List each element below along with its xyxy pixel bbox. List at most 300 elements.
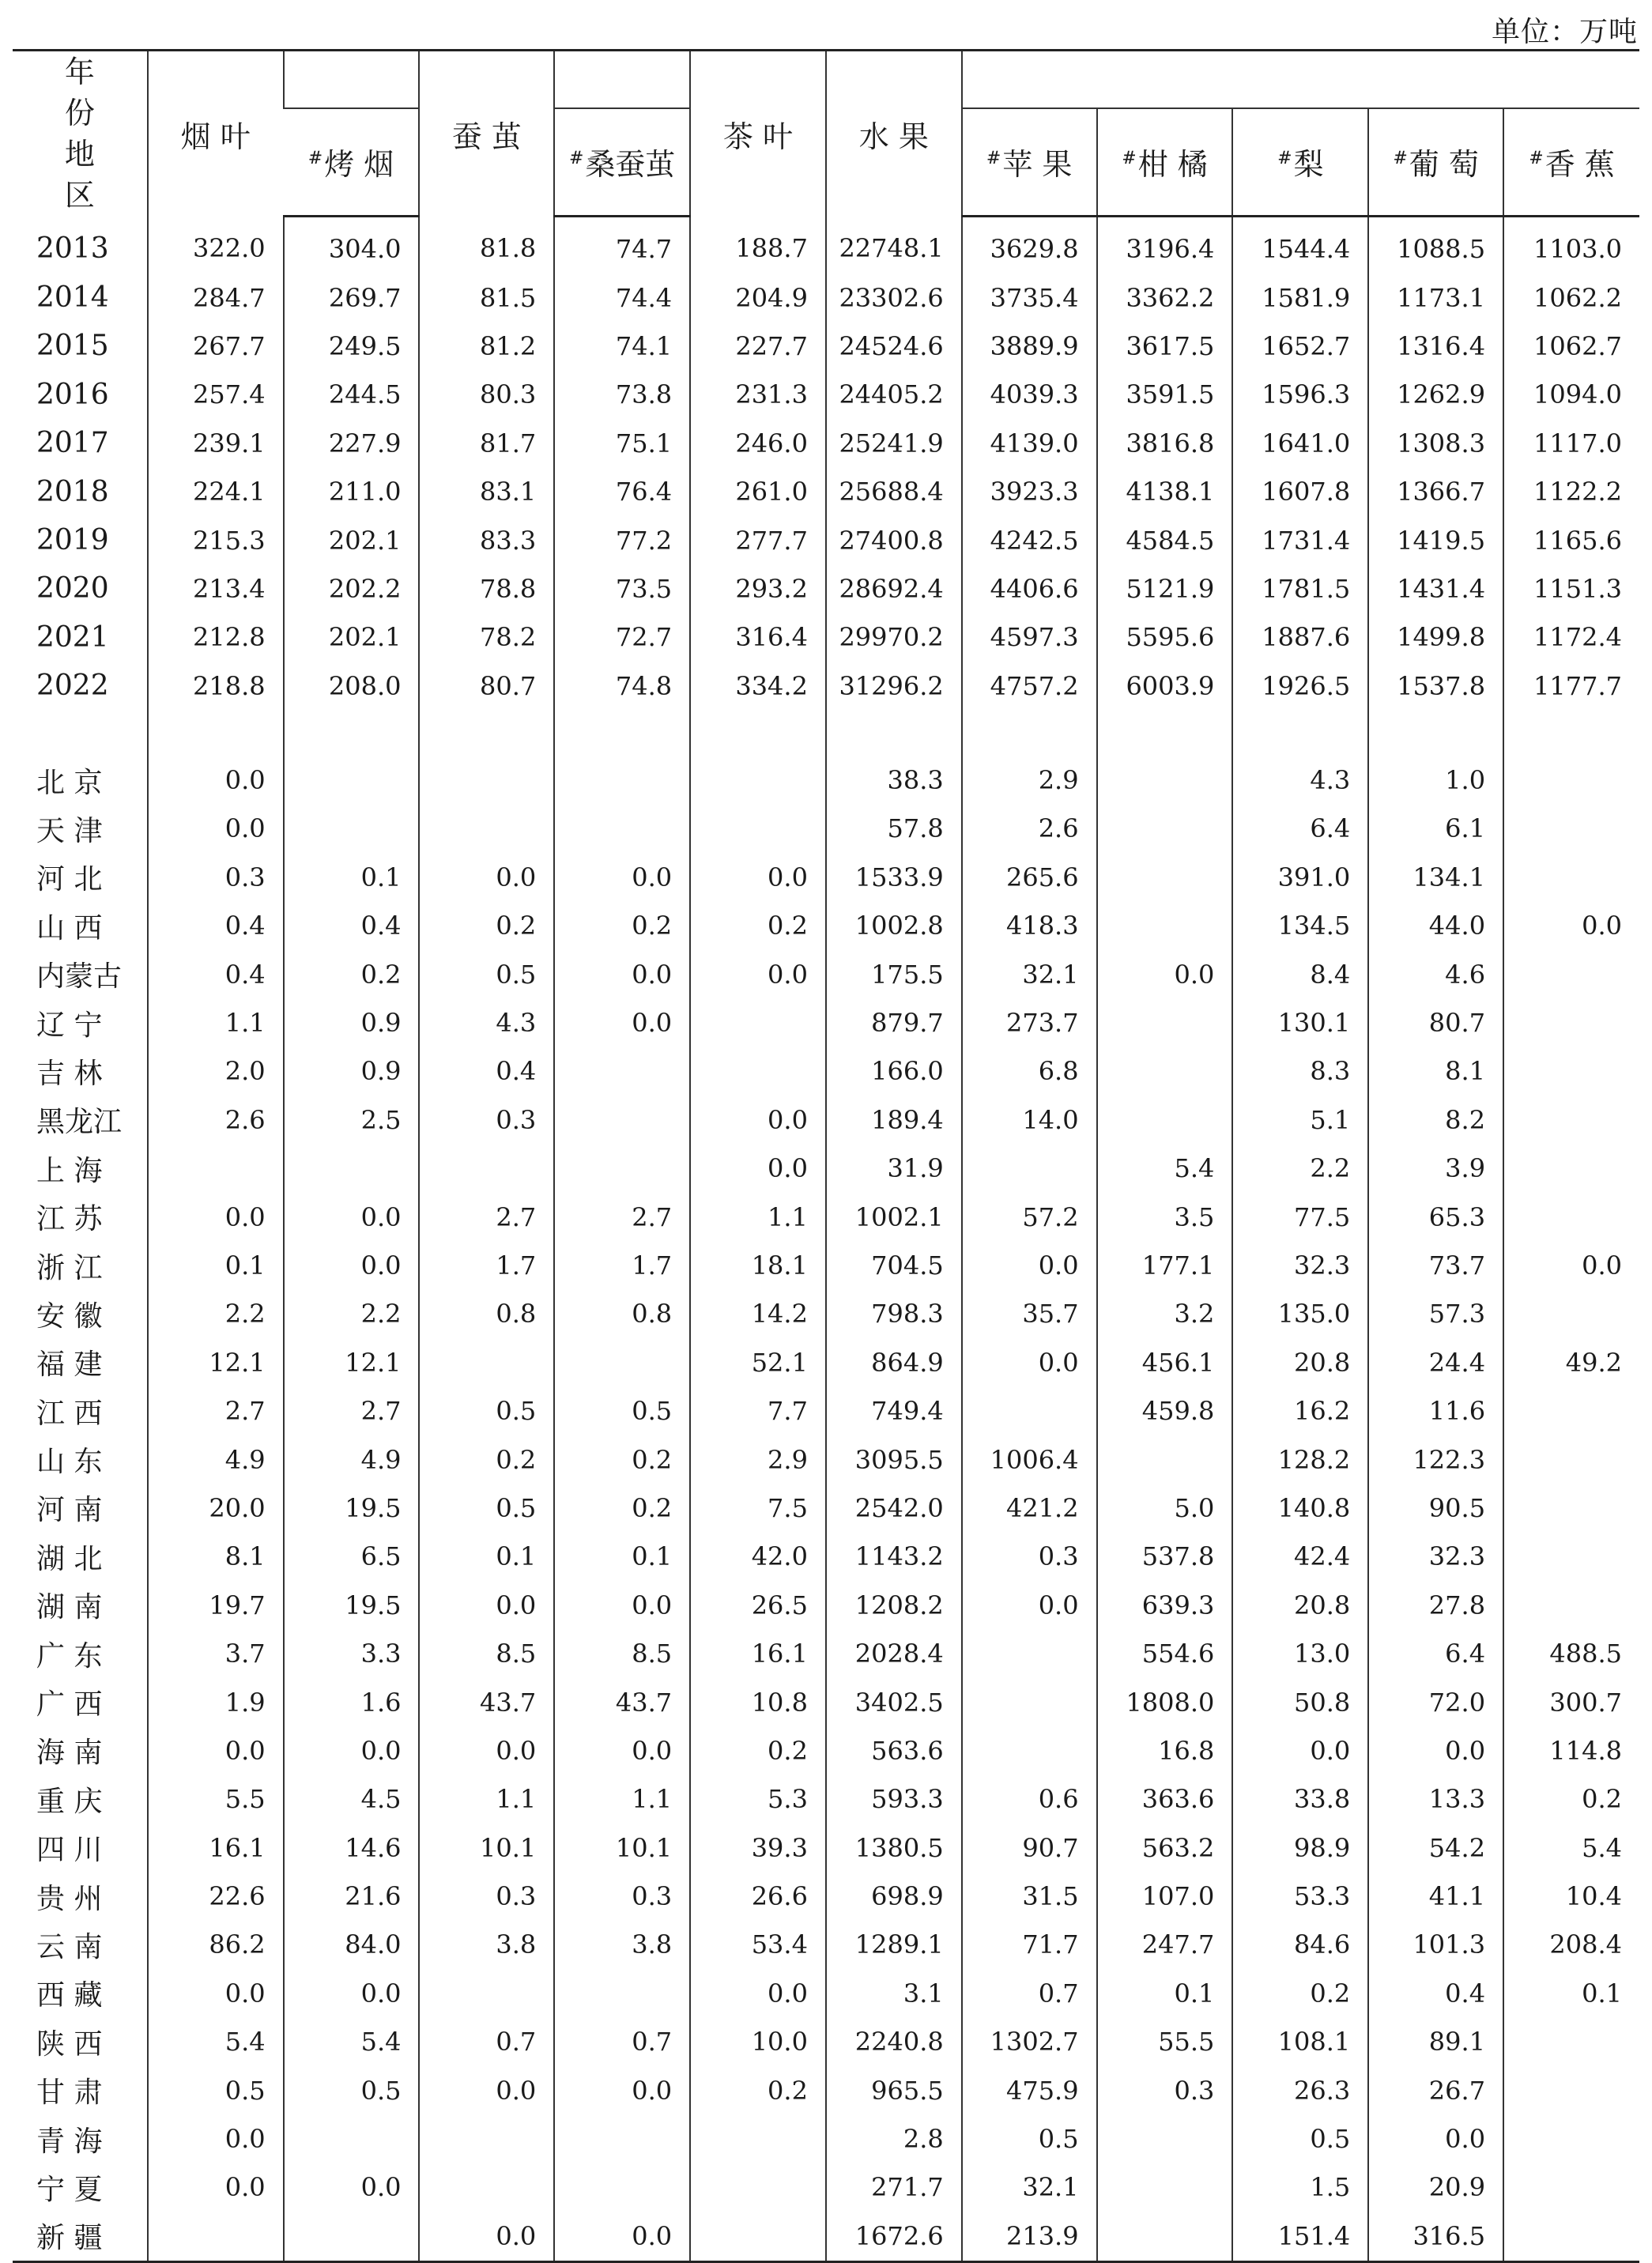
table-cell: 4757.2: [962, 662, 1097, 710]
table-cell: 3362.2: [1097, 273, 1233, 322]
table-cell: [284, 2114, 420, 2163]
table-cell: 1672.6: [826, 2212, 962, 2261]
header-banana-label: 香 蕉: [1545, 147, 1615, 183]
table-cell: 0.5: [419, 1386, 554, 1435]
table-cell: [554, 1145, 690, 1193]
table-cell: 81.7: [419, 419, 554, 467]
spacer-cell: [554, 710, 690, 756]
table-cell: 27400.8: [826, 516, 962, 564]
table-cell: 0.0: [284, 2163, 420, 2212]
year-label: 2019: [36, 524, 109, 557]
table-cell: 1652.7: [1232, 322, 1368, 370]
year-row: [13, 419, 1639, 467]
table-cell: 1.9: [148, 1678, 284, 1726]
spacer-cell: [419, 710, 554, 756]
table-cell: 29970.2: [826, 613, 962, 662]
region-label: 青 海: [36, 2125, 103, 2158]
table-cell: 1.1: [148, 998, 284, 1047]
table-cell: 3.3: [284, 1629, 420, 1677]
table-cell: 304.0: [284, 216, 420, 273]
table-cell: 25241.9: [826, 419, 962, 467]
table-cell: 0.0: [690, 1145, 826, 1193]
table-cell: 78.2: [419, 613, 554, 662]
year-rows: [13, 216, 1639, 710]
table-cell: 363.6: [1097, 1775, 1233, 1824]
region-label: 贵 州: [36, 1882, 103, 1915]
year-row: [13, 273, 1639, 322]
table-cell: 135.0: [1232, 1290, 1368, 1338]
table-cell: 80.7: [419, 662, 554, 710]
table-cell: 277.7: [690, 516, 826, 564]
table-cell: 0.9: [284, 1047, 420, 1096]
table-cell: 4.5: [284, 1775, 420, 1824]
sub-marker: #: [1122, 149, 1137, 169]
table-cell: 21.6: [284, 1872, 420, 1920]
table-cell: 224.1: [148, 467, 284, 515]
table-cell: 1781.5: [1232, 564, 1368, 613]
year-label: 2014: [36, 281, 109, 315]
table-cell: 257.4: [148, 371, 284, 419]
region-label: 安 徽: [36, 1299, 103, 1333]
region-label: 西 藏: [36, 1979, 103, 2012]
table-cell: 2240.8: [826, 2018, 962, 2066]
table-cell: 0.5: [419, 950, 554, 998]
table-cell: 80.3: [419, 371, 554, 419]
table-cell: 271.7: [826, 2163, 962, 2212]
table-cell: 0.2: [284, 950, 420, 998]
region-label: 广 西: [36, 1688, 103, 1722]
region-label: 辽 宁: [36, 1009, 103, 1042]
table-cell: [1503, 950, 1639, 998]
table-cell: 26.3: [1232, 2066, 1368, 2114]
table-cell: 0.0: [284, 1726, 420, 1775]
table-cell: 10.1: [554, 1824, 690, 1872]
table-cell: [690, 2114, 826, 2163]
table-cell: [690, 805, 826, 853]
table-cell: 749.4: [826, 1386, 962, 1435]
table-cell: 1165.6: [1503, 516, 1639, 564]
table-cell: 0.8: [419, 1290, 554, 1338]
table-cell: [1503, 1047, 1639, 1096]
table-cell: 202.2: [284, 564, 420, 613]
table-cell: [1503, 1096, 1639, 1144]
region-row: [13, 1290, 1639, 1338]
table-cell: 6.4: [1232, 805, 1368, 853]
table-cell: 42.0: [690, 1533, 826, 1581]
region-label: 浙 江: [36, 1251, 103, 1284]
region-row: [13, 2066, 1639, 2114]
table-cell: 2.6: [962, 805, 1097, 853]
table-cell: 20.8: [1232, 1581, 1368, 1629]
spacer-cell: [962, 710, 1097, 756]
table-cell: 6.4: [1368, 1629, 1503, 1677]
table-cell: 0.0: [690, 1096, 826, 1144]
region-row: [13, 1581, 1639, 1629]
table-cell: 134.1: [1368, 853, 1503, 901]
table-cell: [284, 756, 420, 804]
year-row: [13, 613, 1639, 662]
region-row: [13, 1533, 1639, 1581]
table-cell: 44.0: [1368, 902, 1503, 950]
spacer-cell: [690, 710, 826, 756]
table-cell: 1.1: [419, 1775, 554, 1824]
region-row: [13, 1338, 1639, 1386]
table-cell: 334.2: [690, 662, 826, 710]
table-cell: [690, 1047, 826, 1096]
table-cell: 83.1: [419, 467, 554, 515]
table-cell: 698.9: [826, 1872, 962, 1920]
spacer-cell: [148, 710, 284, 756]
header-flue-cured: [284, 108, 420, 216]
table-cell: 1062.2: [1503, 273, 1639, 322]
table-cell: 2.7: [554, 1193, 690, 1241]
table-cell: 166.0: [826, 1047, 962, 1096]
table-cell: 0.0: [419, 2066, 554, 2114]
table-cell: 28692.4: [826, 564, 962, 613]
region-label: 吉 林: [36, 1057, 103, 1090]
table-cell: 8.3: [1232, 1047, 1368, 1096]
table-cell: [554, 1338, 690, 1386]
table-cell: 0.4: [284, 902, 420, 950]
table-cell: 81.5: [419, 273, 554, 322]
spacer-row: [13, 710, 1639, 756]
table-cell: 5.4: [148, 2018, 284, 2066]
region-row: [13, 1678, 1639, 1726]
region-label: 江 苏: [36, 1203, 103, 1236]
table-cell: 3889.9: [962, 322, 1097, 370]
header-apple-label: 苹 果: [1002, 147, 1073, 183]
table-cell: 128.2: [1232, 1435, 1368, 1484]
table-cell: 26.6: [690, 1872, 826, 1920]
stub-header-year: 年 份: [64, 55, 112, 130]
sub-marker: #: [568, 149, 584, 169]
table-cell: 57.3: [1368, 1290, 1503, 1338]
table-cell: 0.3: [1097, 2066, 1233, 2114]
table-cell: 73.7: [1368, 1241, 1503, 1289]
table-cell: 1.5: [1232, 2163, 1368, 2212]
table-cell: 0.0: [690, 853, 826, 901]
table-cell: 188.7: [690, 216, 826, 273]
table-cell: 189.4: [826, 1096, 962, 1144]
unit-label: 单位：万吨: [1491, 16, 1638, 48]
table-cell: 177.1: [1097, 1241, 1233, 1289]
table-cell: 1094.0: [1503, 371, 1639, 419]
table-cell: 0.0: [962, 1241, 1097, 1289]
table-cell: 231.3: [690, 371, 826, 419]
region-label: 上 海: [36, 1154, 103, 1187]
table-cell: 0.2: [690, 1726, 826, 1775]
table-cell: 5.4: [1097, 1145, 1233, 1193]
table-cell: 24524.6: [826, 322, 962, 370]
table-cell: 0.3: [962, 1533, 1097, 1581]
table-cell: 213.4: [148, 564, 284, 613]
table-cell: 13.3: [1368, 1775, 1503, 1824]
table-cell: 0.5: [962, 2114, 1097, 2163]
table-cell: 4138.1: [1097, 467, 1233, 515]
table-cell: 0.1: [1097, 1969, 1233, 2017]
table-cell: 475.9: [962, 2066, 1097, 2114]
table-cell: 1143.2: [826, 1533, 962, 1581]
table-cell: 0.4: [148, 902, 284, 950]
table-cell: [1503, 2018, 1639, 2066]
table-cell: 10.8: [690, 1678, 826, 1726]
sub-marker: #: [1529, 149, 1544, 169]
table-cell: 53.3: [1232, 1872, 1368, 1920]
table-cell: 23302.6: [826, 273, 962, 322]
table-cell: 0.5: [284, 2066, 420, 2114]
header-apple: [962, 108, 1097, 216]
table-cell: 2.7: [284, 1386, 420, 1435]
table-cell: 1380.5: [826, 1824, 962, 1872]
table-cell: 0.4: [148, 950, 284, 998]
table-cell: 73.8: [554, 371, 690, 419]
table-cell: 75.1: [554, 419, 690, 467]
table-cell: 0.3: [419, 1872, 554, 1920]
table-cell: 0.4: [1368, 1969, 1503, 2017]
table-cell: [1097, 902, 1233, 950]
table-cell: 0.0: [554, 2212, 690, 2261]
header-citrus: [1097, 108, 1233, 216]
table-cell: 74.4: [554, 273, 690, 322]
table-cell: 0.3: [554, 1872, 690, 1920]
table-cell: 140.8: [1232, 1484, 1368, 1532]
table-cell: 3.1: [826, 1969, 962, 2017]
table-cell: 57.2: [962, 1193, 1097, 1241]
table-cell: 1581.9: [1232, 273, 1368, 322]
table-cell: 1537.8: [1368, 662, 1503, 710]
table-cell: [962, 1386, 1097, 1435]
table-cell: 3617.5: [1097, 322, 1233, 370]
stub-header: [13, 51, 148, 217]
header-flue-cured-label: 烤 烟: [324, 147, 394, 183]
table-cell: [554, 756, 690, 804]
table-cell: 0.1: [148, 1241, 284, 1289]
table-cell: 26.7: [1368, 2066, 1503, 2114]
table-cell: 31.9: [826, 1145, 962, 1193]
table-cell: 16.1: [690, 1629, 826, 1677]
table-cell: [690, 2163, 826, 2212]
table-cell: 5.5: [148, 1775, 284, 1824]
table-cell: 0.0: [1368, 1726, 1503, 1775]
table-cell: 20.8: [1232, 1338, 1368, 1386]
table-cell: 4139.0: [962, 419, 1097, 467]
header-tea: 茶 叶: [690, 51, 826, 217]
table-cell: 33.8: [1232, 1775, 1368, 1824]
table-cell: 456.1: [1097, 1338, 1233, 1386]
sub-marker: #: [307, 149, 323, 169]
spacer-cell: [284, 710, 420, 756]
table-cell: 39.3: [690, 1824, 826, 1872]
table-cell: 202.1: [284, 613, 420, 662]
year-row: [13, 564, 1639, 613]
table-cell: 1006.4: [962, 1435, 1097, 1484]
region-row: [13, 1824, 1639, 1872]
table-cell: 175.5: [826, 950, 962, 998]
region-label: 广 东: [36, 1639, 103, 1673]
region-label: 福 建: [36, 1348, 103, 1382]
table-cell: 107.0: [1097, 1872, 1233, 1920]
region-label: 宁 夏: [36, 2173, 103, 2206]
table-cell: 2.9: [690, 1435, 826, 1484]
table-cell: 1.1: [554, 1775, 690, 1824]
table-cell: 84.0: [284, 1921, 420, 1969]
table-cell: 265.6: [962, 853, 1097, 901]
region-label: 河 南: [36, 1494, 103, 1527]
table-cell: 1533.9: [826, 853, 962, 901]
table-cell: [148, 1145, 284, 1193]
table-cell: 0.2: [419, 1435, 554, 1484]
table-cell: 316.4: [690, 613, 826, 662]
table-cell: 0.0: [419, 853, 554, 901]
table-cell: 2.6: [148, 1096, 284, 1144]
year-label: 2022: [36, 669, 109, 703]
table-cell: [1503, 756, 1639, 804]
region-label: 黑龙江: [36, 1106, 123, 1139]
region-row: [13, 1921, 1639, 1969]
table-cell: [284, 1145, 420, 1193]
table-cell: 14.0: [962, 1096, 1097, 1144]
table-cell: 1607.8: [1232, 467, 1368, 515]
table-cell: 43.7: [554, 1678, 690, 1726]
table-cell: 3402.5: [826, 1678, 962, 1726]
table-cell: 0.5: [419, 1484, 554, 1532]
year-label: 2020: [36, 572, 109, 605]
header-fruit: 水 果: [826, 51, 962, 217]
table-cell: 4584.5: [1097, 516, 1233, 564]
header-blank: [962, 51, 1639, 108]
table-cell: 19.5: [284, 1484, 420, 1532]
table-cell: [1503, 1533, 1639, 1581]
table-cell: 76.4: [554, 467, 690, 515]
table-cell: 0.0: [148, 2163, 284, 2212]
table-cell: 12.1: [284, 1338, 420, 1386]
table-cell: 563.2: [1097, 1824, 1233, 1872]
table-cell: 38.3: [826, 756, 962, 804]
table-cell: 0.2: [419, 902, 554, 950]
table-cell: 1499.8: [1368, 613, 1503, 662]
table-cell: 0.2: [554, 1484, 690, 1532]
table-cell: 2.7: [148, 1386, 284, 1435]
table-cell: [1097, 1096, 1233, 1144]
table-cell: 11.6: [1368, 1386, 1503, 1435]
region-label: 北 京: [36, 766, 103, 799]
table-cell: 4.9: [284, 1435, 420, 1484]
table-cell: 0.2: [554, 902, 690, 950]
year-row: [13, 516, 1639, 564]
table-cell: 269.7: [284, 273, 420, 322]
table-cell: 0.0: [284, 1193, 420, 1241]
table-cell: 3.2: [1097, 1290, 1233, 1338]
table-cell: 322.0: [148, 216, 284, 273]
table-cell: [690, 756, 826, 804]
table-cell: 24.4: [1368, 1338, 1503, 1386]
table-cell: 6.1: [1368, 805, 1503, 853]
table-cell: 27.8: [1368, 1581, 1503, 1629]
header-tobacco: 烟 叶: [148, 51, 284, 217]
table-cell: 71.7: [962, 1921, 1097, 1969]
table-cell: 0.1: [554, 1533, 690, 1581]
table-cell: 261.0: [690, 467, 826, 515]
table-cell: 80.7: [1368, 998, 1503, 1047]
table-cell: 114.8: [1503, 1726, 1639, 1775]
table-cell: 0.0: [148, 805, 284, 853]
table-cell: [1097, 1047, 1233, 1096]
table-cell: 20.0: [148, 1484, 284, 1532]
table-cell: [962, 1678, 1097, 1726]
table-cell: 6.8: [962, 1047, 1097, 1096]
year-label: 2013: [36, 232, 109, 265]
table-cell: 10.4: [1503, 1872, 1639, 1920]
table-cell: [419, 1969, 554, 2017]
table-cell: 1172.4: [1503, 613, 1639, 662]
table-cell: 316.5: [1368, 2212, 1503, 2261]
table-cell: 1.7: [554, 1241, 690, 1289]
table-cell: 134.5: [1232, 902, 1368, 950]
region-label: 江 西: [36, 1397, 103, 1430]
table-cell: 0.3: [148, 853, 284, 901]
region-row: [13, 1775, 1639, 1824]
table-cell: [1503, 998, 1639, 1047]
region-row: [13, 998, 1639, 1047]
table-cell: 74.1: [554, 322, 690, 370]
table-cell: 2.8: [826, 2114, 962, 2163]
table-cell: [419, 2163, 554, 2212]
region-rows: [13, 710, 1639, 2261]
table-cell: 1117.0: [1503, 419, 1639, 467]
table-cell: 0.2: [554, 1435, 690, 1484]
table-cell: 49.2: [1503, 1338, 1639, 1386]
spacer-cell: [13, 710, 148, 756]
table-cell: 2.0: [148, 1047, 284, 1096]
table-cell: 0.0: [554, 1726, 690, 1775]
year-row: [13, 662, 1639, 710]
spacer-cell: [826, 710, 962, 756]
table-cell: [1097, 2212, 1233, 2261]
table-cell: 1302.7: [962, 2018, 1097, 2066]
table-cell: 0.0: [1503, 1241, 1639, 1289]
table-cell: 0.0: [554, 950, 690, 998]
table-cell: 8.4: [1232, 950, 1368, 998]
table-cell: 1.7: [419, 1241, 554, 1289]
table-cell: 0.0: [554, 1581, 690, 1629]
table-cell: 1.1: [690, 1193, 826, 1241]
table-cell: 3.5: [1097, 1193, 1233, 1241]
table-cell: 3.8: [554, 1921, 690, 1969]
table-cell: 0.2: [1503, 1775, 1639, 1824]
table-cell: 0.7: [962, 1969, 1097, 2017]
table-cell: 3.9: [1368, 1145, 1503, 1193]
table-cell: 563.6: [826, 1726, 962, 1775]
region-label: 新 疆: [13, 2212, 148, 2261]
table-cell: [419, 1338, 554, 1386]
region-row: [13, 1435, 1639, 1484]
table-cell: [1097, 853, 1233, 901]
table-cell: [1097, 756, 1233, 804]
header-blank: [284, 51, 420, 108]
spacer-cell: [1503, 710, 1639, 756]
table-cell: 4039.3: [962, 371, 1097, 419]
table-cell: 83.3: [419, 516, 554, 564]
region-row: [13, 2114, 1639, 2163]
table-cell: 3629.8: [962, 216, 1097, 273]
table-cell: 0.9: [284, 998, 420, 1047]
region-label: 四 川: [36, 1834, 103, 1867]
table-cell: 6.5: [284, 1533, 420, 1581]
table-cell: [1503, 853, 1639, 901]
table-cell: [554, 2114, 690, 2163]
table-cell: 202.1: [284, 516, 420, 564]
region-row: [13, 756, 1639, 804]
